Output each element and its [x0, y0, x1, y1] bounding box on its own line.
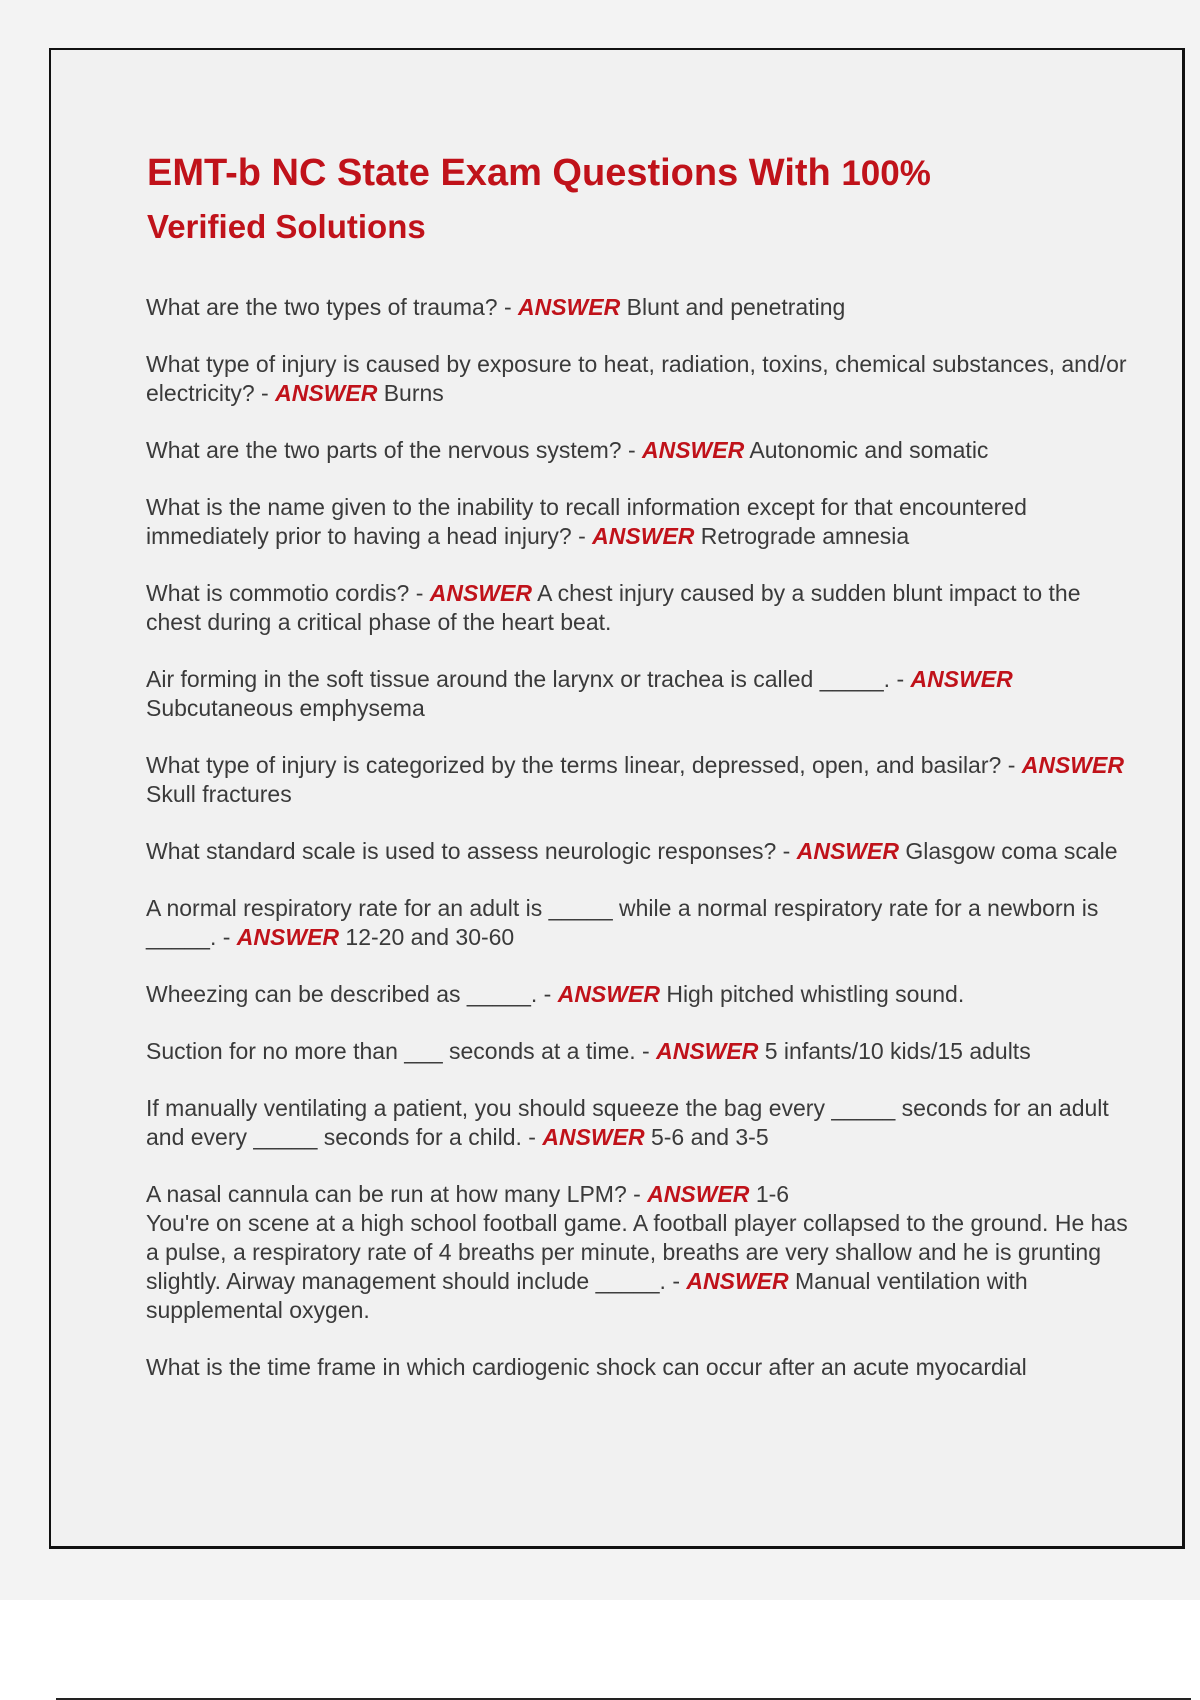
title-percent: 100%: [841, 154, 931, 193]
answer-marker: ANSWER: [275, 380, 378, 406]
question-answer-list: [146, 293, 1136, 1410]
answer-marker: ANSWER: [1021, 752, 1124, 778]
qa-item: [146, 751, 1136, 809]
answer-text: Subcutaneous emphysema: [146, 695, 425, 721]
question-text: What is commotio cordis? -: [146, 580, 430, 606]
question-text: A nasal cannula can be run at how many LPM? -: [146, 1181, 648, 1207]
answer-marker: ANSWER: [542, 1124, 645, 1150]
question-text: What are the two parts of the nervous system? -: [146, 437, 642, 463]
qa-item: [146, 980, 1136, 1009]
answer-text: Manual ventilation with supplemental oxygen.: [146, 1268, 1028, 1323]
question-text: Air forming in the soft tissue around the larynx or trachea is called _____. -: [146, 666, 911, 692]
answer-marker: ANSWER: [796, 838, 899, 864]
qa-item: [146, 1037, 1136, 1066]
answer-marker: ANSWER: [236, 924, 340, 950]
answer-text: A chest injury caused by a sudden blunt impact to the chest during a critical phase of the heart beat.: [146, 580, 1081, 635]
qa-item: [146, 665, 1136, 723]
answer-marker: ANSWER: [647, 1181, 750, 1207]
qa-item: [146, 493, 1136, 551]
qa-item: [146, 436, 1136, 465]
qa-item: [146, 1209, 1136, 1325]
qa-item: [146, 894, 1136, 952]
qa-item: [146, 1180, 1136, 1209]
answer-marker: ANSWER: [518, 294, 621, 320]
answer-marker: ANSWER: [429, 580, 532, 606]
question-text: If manually ventilating a patient, you should squeeze the bag every _____ seconds for an adult and every _____ seconds for a child. -: [146, 1095, 1109, 1150]
question-text: Suction for no more than ___ seconds at a time. -: [146, 1038, 657, 1064]
title-line-2: Verified Solutions: [147, 208, 426, 245]
answer-marker: ANSWER: [642, 437, 745, 463]
answer-text: 5-6 and 3-5: [650, 1124, 769, 1150]
question-text: What standard scale is used to assess neurologic responses? -: [146, 838, 797, 864]
answer-marker: ANSWER: [656, 1038, 759, 1064]
document-title: [147, 146, 1107, 253]
question-text: What type of injury is categorized by the terms linear, depressed, open, and basilar? -: [146, 752, 1022, 778]
trailing-question: What is the time frame in which cardiogenic shock can occur after an acute myocardial: [146, 1354, 1027, 1380]
answer-marker: ANSWER: [910, 666, 1013, 692]
qa-item: [146, 1094, 1136, 1152]
question-text: Wheezing can be described as _____. -: [146, 981, 558, 1007]
answer-marker: ANSWER: [557, 981, 660, 1007]
qa-item: [146, 579, 1136, 637]
question-text: What type of injury is caused by exposure to heat, radiation, toxins, chemical substances, and/or electricity? -: [146, 351, 1127, 406]
question-text: What are the two types of trauma? -: [146, 294, 518, 320]
answer-text: Retrograde amnesia: [700, 523, 910, 549]
answer-text: 5 infants/10 kids/15 adults: [764, 1038, 1031, 1064]
answer-text: Autonomic and somatic: [749, 437, 989, 463]
qa-item: [146, 837, 1136, 866]
answer-text: Glasgow coma scale: [905, 838, 1118, 864]
answer-text: Skull fractures: [146, 781, 292, 807]
document-page: [49, 48, 1185, 1549]
answer-text: 12-20 and 30-60: [345, 924, 515, 950]
answer-text: High pitched whistling sound.: [666, 981, 965, 1007]
question-text: A normal respiratory rate for an adult is _____ while a normal respiratory rate for a newborn is _____. -: [146, 895, 1099, 950]
answer-text: 1-6: [755, 1181, 790, 1207]
answer-marker: ANSWER: [686, 1268, 789, 1294]
qa-item: [146, 350, 1136, 408]
answer-text: Burns: [383, 380, 444, 406]
answer-marker: ANSWER: [592, 523, 695, 549]
answer-text: Blunt and penetrating: [626, 294, 846, 320]
qa-item: [146, 293, 1136, 322]
question-text: You're on scene at a high school football game. A football player collapsed to the ground. He has a pulse, a respiratory rate of 4 breaths per minute, breaths are very shallow and he is grunting slightly. Airway management should include _____. -: [146, 1210, 1128, 1294]
title-line-1: EMT-b NC State Exam Questions With: [147, 152, 831, 194]
question-text: What is the name given to the inability to recall information except for that encountered immediately prior to having a head injury? -: [146, 494, 1027, 549]
